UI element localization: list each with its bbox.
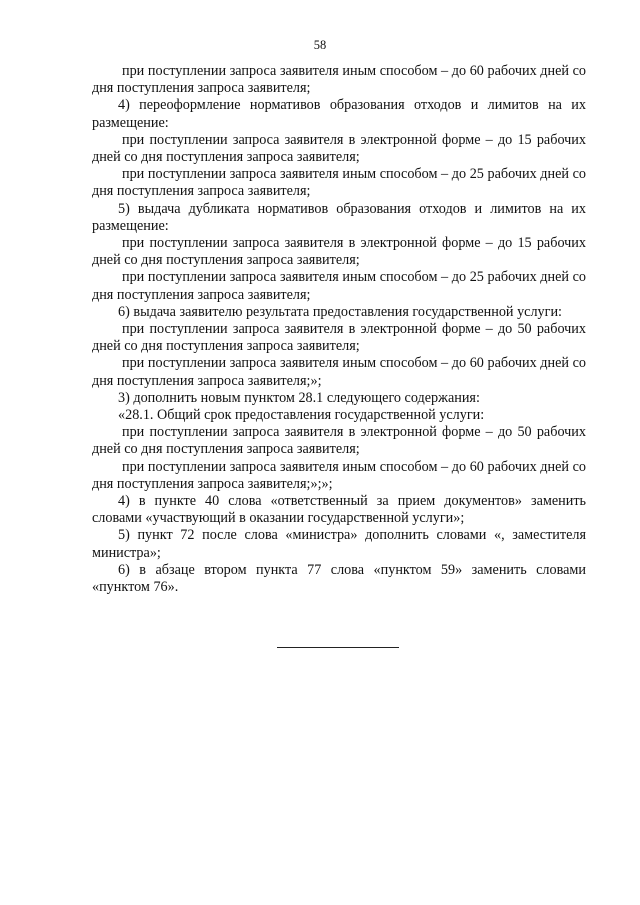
paragraph: 4) переоформление нормативов образования отходов и лимитов на их размещение: [92, 97, 586, 131]
document-body [92, 63, 586, 596]
paragraph: 5) пункт 72 после слова «министра» дополнить словами «, заместителя министра»; [92, 527, 586, 561]
paragraph: 6) в абзаце втором пункта 77 слова «пунктом 59» заменить словами «пунктом 76». [92, 561, 586, 596]
paragraph: при поступлении запроса заявителя иным способом – до 60 рабочих дней со дня поступления запроса заявителя; [92, 63, 586, 97]
paragraph: при поступлении запроса заявителя в электронной форме – до 15 рабочих дней со дня поступления запроса заявителя; [92, 235, 586, 269]
paragraph: при поступлении запроса заявителя иным способом – до 25 рабочих дней со дня поступления запроса заявителя; [92, 166, 586, 200]
paragraph: при поступлении запроса заявителя иным способом – до 25 рабочих дней со дня поступления запроса заявителя; [92, 269, 586, 303]
paragraph: 3) дополнить новым пунктом 28.1 следующего содержания: [118, 389, 480, 406]
paragraph: при поступлении запроса заявителя иным способом – до 60 рабочих дней со дня поступления запроса заявителя;»; [92, 355, 586, 389]
paragraph: при поступлении запроса заявителя в электронной форме – до 50 рабочих дней со дня поступления запроса заявителя; [92, 321, 586, 355]
paragraph: при поступлении запроса заявителя в электронной форме – до 50 рабочих дней со дня поступления запроса заявителя; [92, 424, 586, 458]
paragraph: «28.1. Общий срок предоставления государственной услуги: [118, 407, 485, 424]
page-number: 58 [313, 38, 327, 52]
paragraph: 4) в пункте 40 слова «ответственный за прием документов» заменить словами «участвующий в оказании государственной услуги»; [92, 493, 586, 527]
paragraph: 6) выдача заявителю результата предоставления государственной услуги: [118, 303, 562, 320]
paragraph: при поступлении запроса заявителя в электронной форме – до 15 рабочих дней со дня поступления запроса заявителя; [92, 131, 586, 166]
end-of-document-rule [277, 647, 399, 648]
paragraph: 5) выдача дубликата нормативов образования отходов и лимитов на их размещение: [92, 200, 586, 234]
paragraph: при поступлении запроса заявителя иным способом – до 60 рабочих дней со дня поступления запроса заявителя;»;»; [92, 458, 586, 492]
